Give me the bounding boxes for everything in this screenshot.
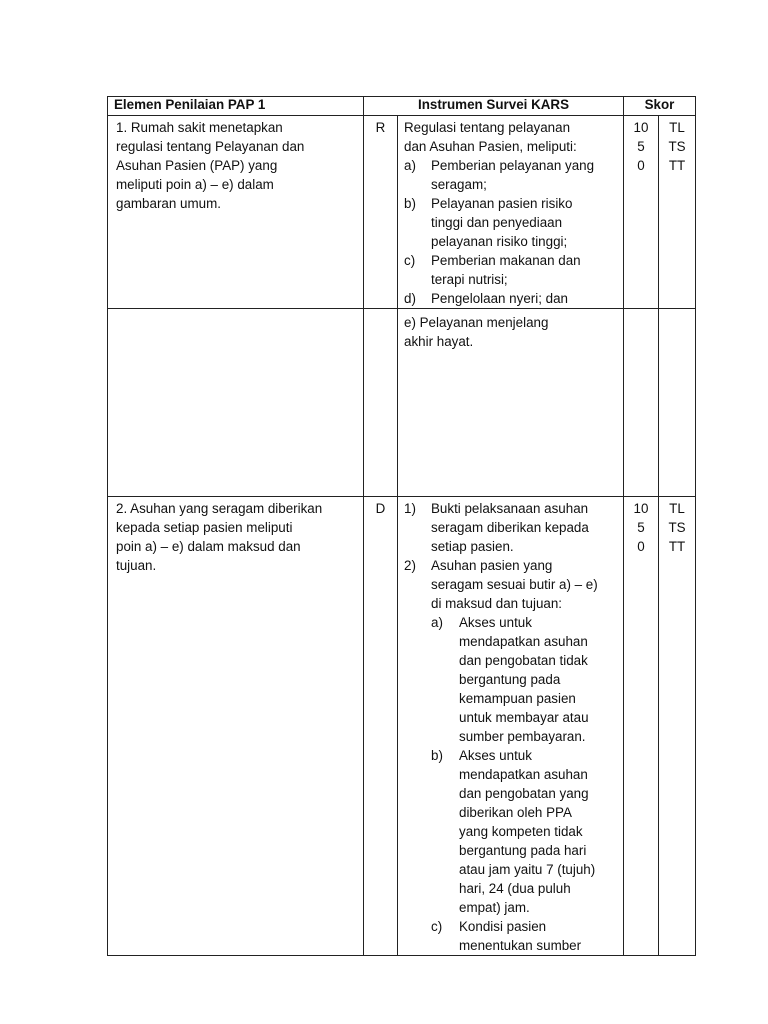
elemen-cell: [108, 309, 364, 497]
skor-label-cell: TL TS TT: [659, 116, 696, 309]
list-item: b) Akses untuk mendapatkan asuhan dan pengobatan yang diberikan oleh PPA yang kompeten tidak bergantung pada hari atau jam yaitu 7 (tujuh) hari, 24 (dua puluh empat) jam.: [431, 748, 596, 915]
list-item: d) Pengelolaan nyeri; dan: [404, 291, 568, 306]
list-item: 1) Bukti pelaksanaan asuhan seragam diberikan kepada setiap pasien.: [404, 501, 589, 554]
table-row: [108, 497, 696, 956]
skor-cell: 10 5 0: [624, 497, 659, 956]
header-skor: Skor: [624, 97, 696, 116]
instrumen-cell: [398, 497, 624, 956]
header-row: [108, 97, 696, 116]
code-cell: D: [364, 497, 398, 956]
skor-cell: 10 5 0: [624, 116, 659, 309]
list-item: a) Akses untuk mendapatkan asuhan dan pengobatan tidak bergantung pada kemampuan pasien untuk membayar atau sumber pembayaran.: [431, 615, 589, 744]
code-cell: [364, 309, 398, 497]
sub-list: [404, 613, 619, 955]
instrumen-cell: e) Pelayanan menjelang akhir hayat.: [398, 309, 624, 497]
assessment-table: [107, 96, 696, 956]
elemen-text: 1. Rumah sakit menetapkan regulasi tentang Pelayanan dan Asuhan Pasien (PAP) yang meliputi poin a) – e) dalam gambaran umum.: [116, 120, 305, 211]
skor-cell: [624, 309, 659, 497]
skor-label-cell: [659, 309, 696, 497]
list-item: b) Pelayanan pasien risiko tinggi dan penyediaan pelayanan risiko tinggi;: [404, 196, 573, 249]
header-elemen: Elemen Penilaian PAP 1: [108, 97, 364, 116]
header-instrumen: Instrumen Survei KARS: [364, 97, 624, 116]
elemen-cell: [108, 497, 364, 956]
list-item: a) Pemberian pelayanan yang seragam;: [404, 158, 595, 192]
table-row: [108, 116, 696, 309]
table-row: [108, 309, 696, 497]
list-item: 2) Asuhan pasien yang seragam sesuai butir a) – e) di maksud dan tujuan:: [404, 558, 598, 611]
list-item: c) Pemberian makanan dan terapi nutrisi;: [404, 253, 581, 287]
skor-label-cell: TL TS TT: [659, 497, 696, 956]
elemen-text: 2. Asuhan yang seragam diberikan kepada setiap pasien meliputi poin a) – e) dalam maksud dan tujuan.: [116, 501, 323, 573]
list-item: c) Kondisi pasien menentukan sumber: [431, 919, 582, 953]
elemen-cell: [108, 116, 364, 309]
instrumen-cell: Regulasi tentang pelayanan dan Asuhan Pasien, meliputi: a) Pemberian pelayanan yang seragam; b) Pelayanan pasien risiko tinggi dan penyediaan pelayanan risiko tinggi; c) Pemberian makanan dan terapi nutrisi; d) Pengelolaan nyeri; dan: [398, 116, 624, 309]
code-cell: R: [364, 116, 398, 309]
